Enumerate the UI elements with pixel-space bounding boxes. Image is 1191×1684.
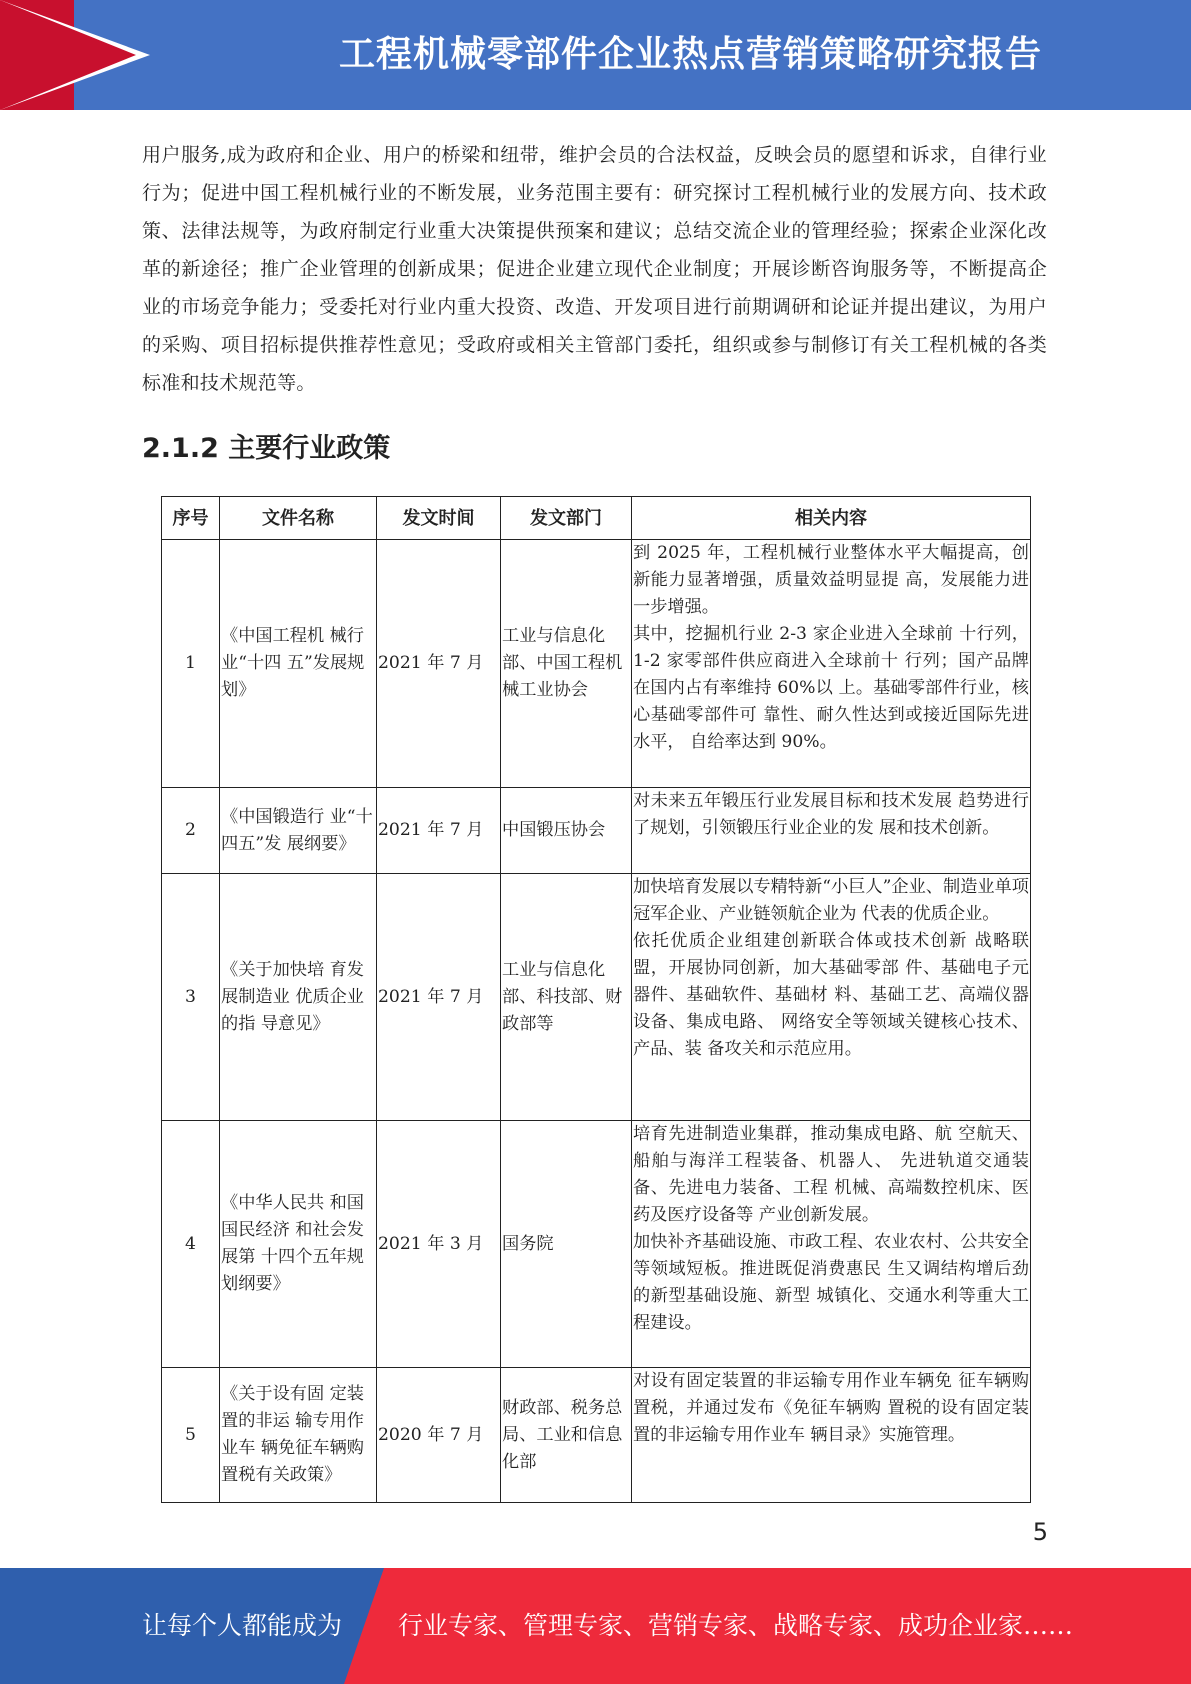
table-row <box>162 1368 1031 1503</box>
content-paragraph: 对未来五年锻压行业发展目标和技术发展 趋势进行了规划，引领锻压行业企业的发 展和技术创新。 <box>633 791 1029 838</box>
content-paragraph: 加快培育发展以专精特新“小巨人”企业、制造业单项冠军企业、产业链领航企业为 代表的优质企业。 <box>633 877 1029 924</box>
related-content <box>632 874 1031 1121</box>
related-content <box>632 1368 1031 1503</box>
row-number: 1 <box>162 540 220 788</box>
document-name: 《中国工程机 械行业“十四 五”发展规划》 <box>220 540 377 788</box>
table-row <box>162 788 1031 874</box>
issue-date: 2020 年 7 月 <box>377 1368 501 1503</box>
content-paragraph: 培育先进制造业集群，推动集成电路、航 空航天、船舶与海洋工程装备、机器人、 先进轨道交通装备、先进电力装备、工程 机械、高端数控机床、医药及医疗设备等 产业创新发展。 <box>633 1124 1029 1225</box>
issue-date: 2021 年 3 月 <box>377 1121 501 1368</box>
section-heading: 2.1.2 主要行业政策 <box>142 433 391 464</box>
document-name: 《中国锻造行 业“十四五”发 展纲要》 <box>220 788 377 874</box>
row-number: 5 <box>162 1368 220 1503</box>
issuing-department: 工业与信息化部、科技部、财政部等 <box>501 874 632 1121</box>
header-date: 发文时间 <box>377 497 501 540</box>
table-row <box>162 1121 1031 1368</box>
row-number: 3 <box>162 874 220 1121</box>
footer-slogan-left: 让每个人都能成为 <box>142 1611 343 1640</box>
document-name: 《关于加快培 育发展制造业 优质企业的指 导意见》 <box>220 874 377 1121</box>
issuing-department: 工业与信息化部、中国工程机械工业协会 <box>501 540 632 788</box>
policy-table <box>161 496 1031 1503</box>
related-content <box>632 1121 1031 1368</box>
issuing-department: 中国锻压协会 <box>501 788 632 874</box>
page-footer <box>0 1568 1191 1684</box>
content-paragraph: 到 2025 年，工程机械行业整体水平大幅提高，创新能力显著增强，质量效益明显提 高，发展能力进一步增强。 <box>633 543 1029 617</box>
content-paragraph: 加快补齐基础设施、市政工程、农业农村、公共安全等领域短板。推进既促消费惠民 生又调结构增后劲的新型基础设施、新型 城镇化、交通水利等重大工程建设。 <box>633 1232 1029 1333</box>
document-name: 《中华人民共 和国国民经济 和社会发展第 十四个五年规 划纲要》 <box>220 1121 377 1368</box>
table-row <box>162 540 1031 788</box>
header-no: 序号 <box>162 497 220 540</box>
related-content <box>632 540 1031 788</box>
footer-blue-slant <box>344 1568 384 1684</box>
header-chevron-fill <box>0 0 136 110</box>
row-number: 4 <box>162 1121 220 1368</box>
content-paragraph: 对设有固定装置的非运输专用作业车辆免 征车辆购置税，并通过发布《免征车辆购 置税的设有固定装置的非运输专用作业车 辆目录》实施管理。 <box>633 1371 1029 1445</box>
document-name: 《关于设有固 定装置的非运 输专用作业车 辆免征车辆购 置税有关政策》 <box>220 1368 377 1503</box>
content-paragraph: 依托优质企业组建创新联合体或技术创新 战略联盟，开展协同创新，加大基础零部 件、基础电子元器件、基础软件、基础材 料、基础工艺、高端仪器设备、集成电路、 网络安全等领域关键核心技术、产品、装 备攻关和示范应用。 <box>633 931 1029 1059</box>
header-dept: 发文部门 <box>501 497 632 540</box>
row-number: 2 <box>162 788 220 874</box>
page-header <box>0 0 1191 110</box>
footer-slogan-right: 行业专家、管理专家、营销专家、战略专家、成功企业家…… <box>398 1611 1074 1640</box>
header-name: 文件名称 <box>220 497 377 540</box>
issue-date: 2021 年 7 月 <box>377 874 501 1121</box>
related-content <box>632 788 1031 874</box>
content-paragraph: 其中，挖掘机行业 2-3 家企业进入全球前 十行列，1-2 家零部件供应商进入全球前十 行列；国产品牌在国内占有率维持 60%以 上。基础零部件行业，核心基础零部件可 靠性、耐久性达到或接近国际先进水平， 自给率达到 90%。 <box>633 624 1029 752</box>
table-header-row <box>162 497 1031 540</box>
table-row <box>162 874 1031 1121</box>
issue-date: 2021 年 7 月 <box>377 540 501 788</box>
intro-paragraph: 用户服务,成为政府和企业、用户的桥梁和纽带，维护会员的合法权益，反映会员的愿望和诉求，自律行业行为；促进中国工程机械行业的不断发展，业务范围主要有：研究探讨工程机械行业的发展方向、技术政策、法律法规等，为政府制定行业重大决策提供预案和建议；总结交流企业的管理经验；探索企业深化改革的新途径；推广企业管理的创新成果；促进企业建立现代企业制度；开展诊断咨询服务等，不断提高企业的市场竞争能力；受委托对行业内重大投资、改造、开发项目进行前期调研和论证并提出建议，为用户的采购、项目招标提供推荐性意见；受政府或相关主管部门委托，组织或参与制修订有关工程机械的各类标准和技术规范等。 <box>142 144 1047 394</box>
header-content: 相关内容 <box>632 497 1031 540</box>
issuing-department: 财政部、税务总局、工业和信息化部 <box>501 1368 632 1503</box>
issue-date: 2021 年 7 月 <box>377 788 501 874</box>
page-number: 5 <box>1032 1518 1048 1546</box>
issuing-department: 国务院 <box>501 1121 632 1368</box>
report-title: 工程机械零部件企业热点营销策略研究报告 <box>338 34 1042 75</box>
